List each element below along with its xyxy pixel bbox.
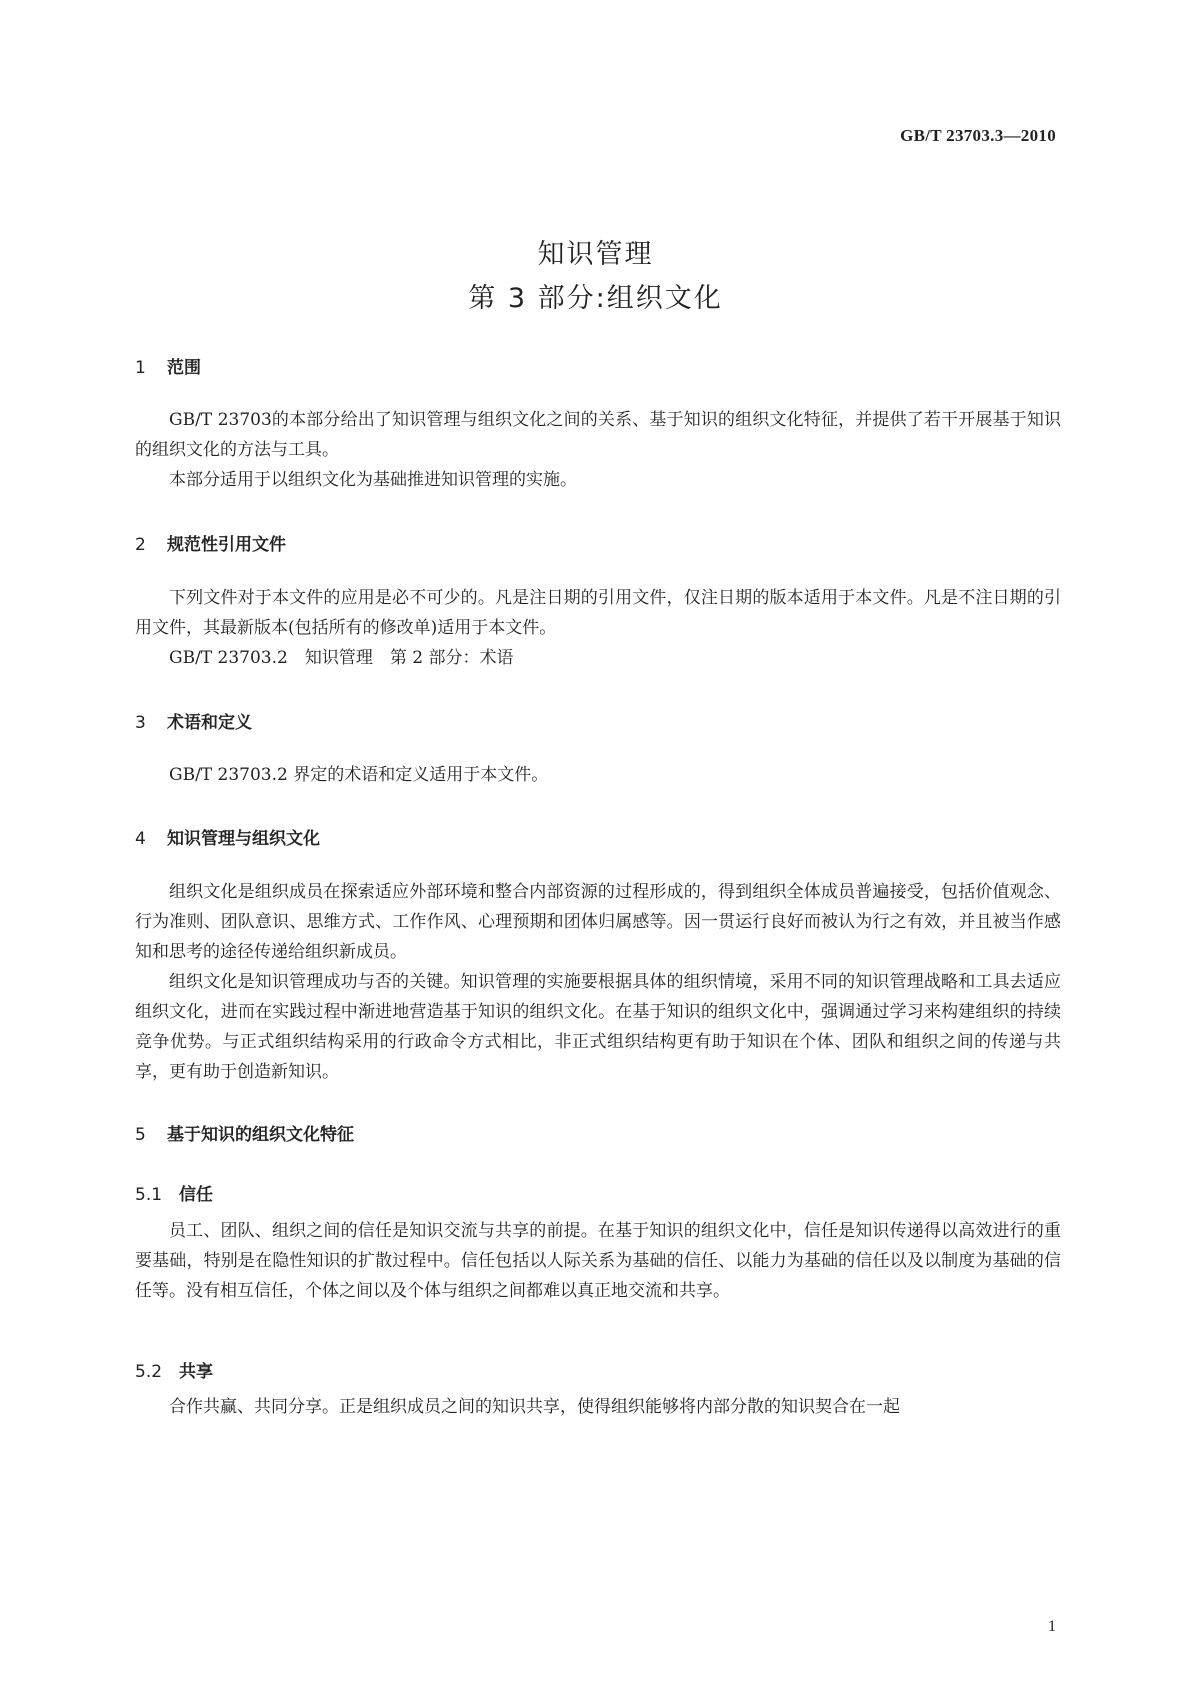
section-number: 4 bbox=[135, 829, 146, 849]
normative-reference: GB/T 23703.2 知识管理 第 2 部分：术语 bbox=[169, 648, 514, 668]
subsection-title: 共享 bbox=[179, 1362, 213, 1382]
section-3-paragraph-1: GB/T 23703.2 界定的术语和定义适用于本文件。 bbox=[169, 765, 549, 785]
section-1-paragraph-2: 本部分适用于以组织文化为基础推进知识管理的实施。 bbox=[169, 470, 577, 490]
section-3-heading bbox=[135, 708, 252, 733]
section-5-heading bbox=[135, 1120, 354, 1145]
section-1-heading bbox=[135, 353, 201, 378]
page-number: 1 bbox=[1048, 1618, 1056, 1635]
document-title: 知识管理 bbox=[537, 239, 654, 270]
section-2-paragraph-1: 下列文件对于本文件的应用是必不可少的。凡是注日期的引用文件，仅注日期的版本适用于本文件。凡是不注日期的引用文件，其最新版本(包括所有的修改单)适用于本文件。 bbox=[135, 588, 1061, 638]
section-title: 术语和定义 bbox=[167, 713, 252, 733]
section-2-heading bbox=[135, 530, 286, 555]
section-1-paragraph-1: GB/T 23703的本部分给出了知识管理与组织文化之间的关系、基于知识的组织文化特征，并提供了若干开展基于知识的组织文化的方法与工具。 bbox=[135, 410, 1061, 460]
section-number: 2 bbox=[135, 535, 146, 555]
section-title: 知识管理与组织文化 bbox=[167, 829, 320, 849]
section-number: 3 bbox=[135, 713, 146, 733]
subsection-number: 5.1 bbox=[135, 1185, 163, 1205]
section-4-paragraph-2: 组织文化是知识管理成功与否的关键。知识管理的实施要根据具体的组织情境，采用不同的知识管理战略和工具去适应组织文化，进而在实践过程中渐进地营造基于知识的组织文化。在基于知识的组织文化中，强调通过学习来构建组织的持续竞争优势。与正式组织结构采用的行政命令方式相比，非正式组织结构更有助于知识在个体、团队和组织之间的传递与共享，更有助于创造新知识。 bbox=[135, 972, 1061, 1082]
subsection-5-1-heading bbox=[135, 1180, 213, 1205]
subsection-5-1-paragraph: 员工、团队、组织之间的信任是知识交流与共享的前提。在基于知识的组织文化中，信任是知识传递得以高效进行的重要基础，特别是在隐性知识的扩散过程中。信任包括以人际关系为基础的信任、以能力为基础的信任以及以制度为基础的信任等。没有相互信任，个体之间以及个体与组织之间都难以真正地交流和共享。 bbox=[135, 1221, 1061, 1301]
section-title: 基于知识的组织文化特征 bbox=[167, 1125, 354, 1145]
section-title: 规范性引用文件 bbox=[167, 535, 286, 555]
subsection-5-2-paragraph: 合作共赢、共同分享。正是组织成员之间的知识共享，使得组织能够将内部分散的知识契合在一起 bbox=[169, 1397, 900, 1417]
subsection-title: 信任 bbox=[179, 1185, 213, 1205]
section-number: 1 bbox=[135, 358, 146, 378]
section-4-heading bbox=[135, 824, 320, 849]
section-4-paragraph-1: 组织文化是组织成员在探索适应外部环境和整合内部资源的过程形成的，得到组织全体成员普遍接受，包括价值观念、行为准则、团队意识、思维方式、工作作风、心理预期和团体归属感等。因一贯运行良好而被认为行之有效，并且被当作感知和思考的途径传递给组织新成员。 bbox=[135, 882, 1061, 962]
standard-number: GB/T 23703.3—2010 bbox=[900, 126, 1056, 145]
document-subtitle: 第 3 部分:组织文化 bbox=[468, 283, 723, 314]
section-title: 范围 bbox=[167, 358, 201, 378]
section-number: 5 bbox=[135, 1125, 146, 1145]
subsection-5-2-heading bbox=[135, 1357, 213, 1382]
subsection-number: 5.2 bbox=[135, 1362, 163, 1382]
